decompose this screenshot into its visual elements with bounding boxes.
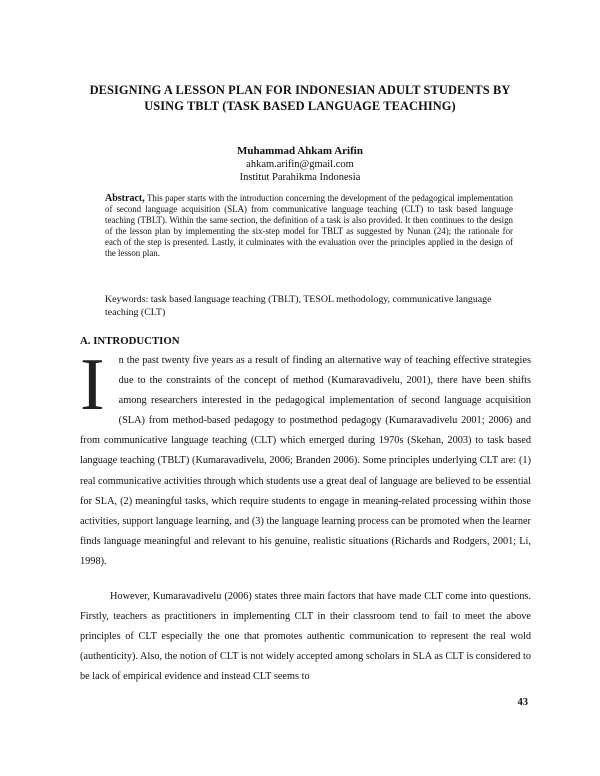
paragraph-1-text: n the past twenty five years as a result of finding an alternative way of teaching effective strategies due to the constraints of the concept of method (Kumaravadivelu, 2001), there have been shifts among researchers interested in the pedagogical implementation of second language acquisition (SLA) from method-based pedagogy to postmethod pedagogy (Kumaravadivelu 2001; 2006) and from communicative language teaching (CLT) which emerged during 1970s (Skehan, 2003) to task based language teaching (TBLT) (Kumaravadivelu, 2006; Branden 2006). Some principles underlying CLT are: (1) real communicative activities through which students use a great deal of language are believed to be essential for SLA, (2) meaningful tasks, which require students to engage in meaning-related processing within those activities, support language learning, and (3) the language learning process can be promoted when the learner finds language meaningful and relevant to his genuine, realistic situations (Richards and Rodgers, 2001; Li, 1998). <box>80 355 531 567</box>
section-heading: A. INTRODUCTION <box>80 335 180 347</box>
intro-paragraph-2: However, Kumaravadivelu (2006) states three main factors that have made CLT come into questions. Firstly, teachers as practitioners in implementing CLT in their classroom tend to fail to meet the above principles of CLT especially the one that promotes authentic communication to represent the real wold (authenticity). Also, the notion of CLT is not widely accepted among scholars in SLA as CLT is considered to be lack of empirical evidence and instead CLT seems to <box>80 591 531 683</box>
abstract-text: This paper starts with the introduction concerning the development of the pedagogical implementation of second language acquisition (SLA) from communicative language teaching (CLT) to task based language teaching (TBLT). Within the same section, the definition of a task is also provided. It then continues to the design of the lesson plan by implementing the six-step model for TBLT as suggested by Nunan (24); the rationale for each of the step is presented. Lastly, it culminates with the evaluation over the principles applied in the design of the lesson plan. <box>105 193 513 258</box>
paper-title: DESIGNING A LESSON PLAN FOR INDONESIAN ADULT STUDENTS BY USING TBLT (TASK BASED LANGUAGE TEACHING) <box>89 83 511 113</box>
keywords: Keywords: task based language teaching (TBLT), TESOL methodology, communicative language teaching (CLT) <box>105 294 492 318</box>
page-number: 43 <box>517 697 528 708</box>
abstract-label: Abstract, <box>105 193 145 204</box>
drop-cap: I <box>80 344 105 426</box>
author-institution: Institut Parahikma Indonesia <box>239 172 361 183</box>
author-name: Muhammad Ahkam Arifin <box>237 145 363 157</box>
author-email: ahkam.arifin@gmail.com <box>246 159 354 170</box>
abstract <box>105 193 513 259</box>
intro-paragraph-1 <box>80 344 531 572</box>
